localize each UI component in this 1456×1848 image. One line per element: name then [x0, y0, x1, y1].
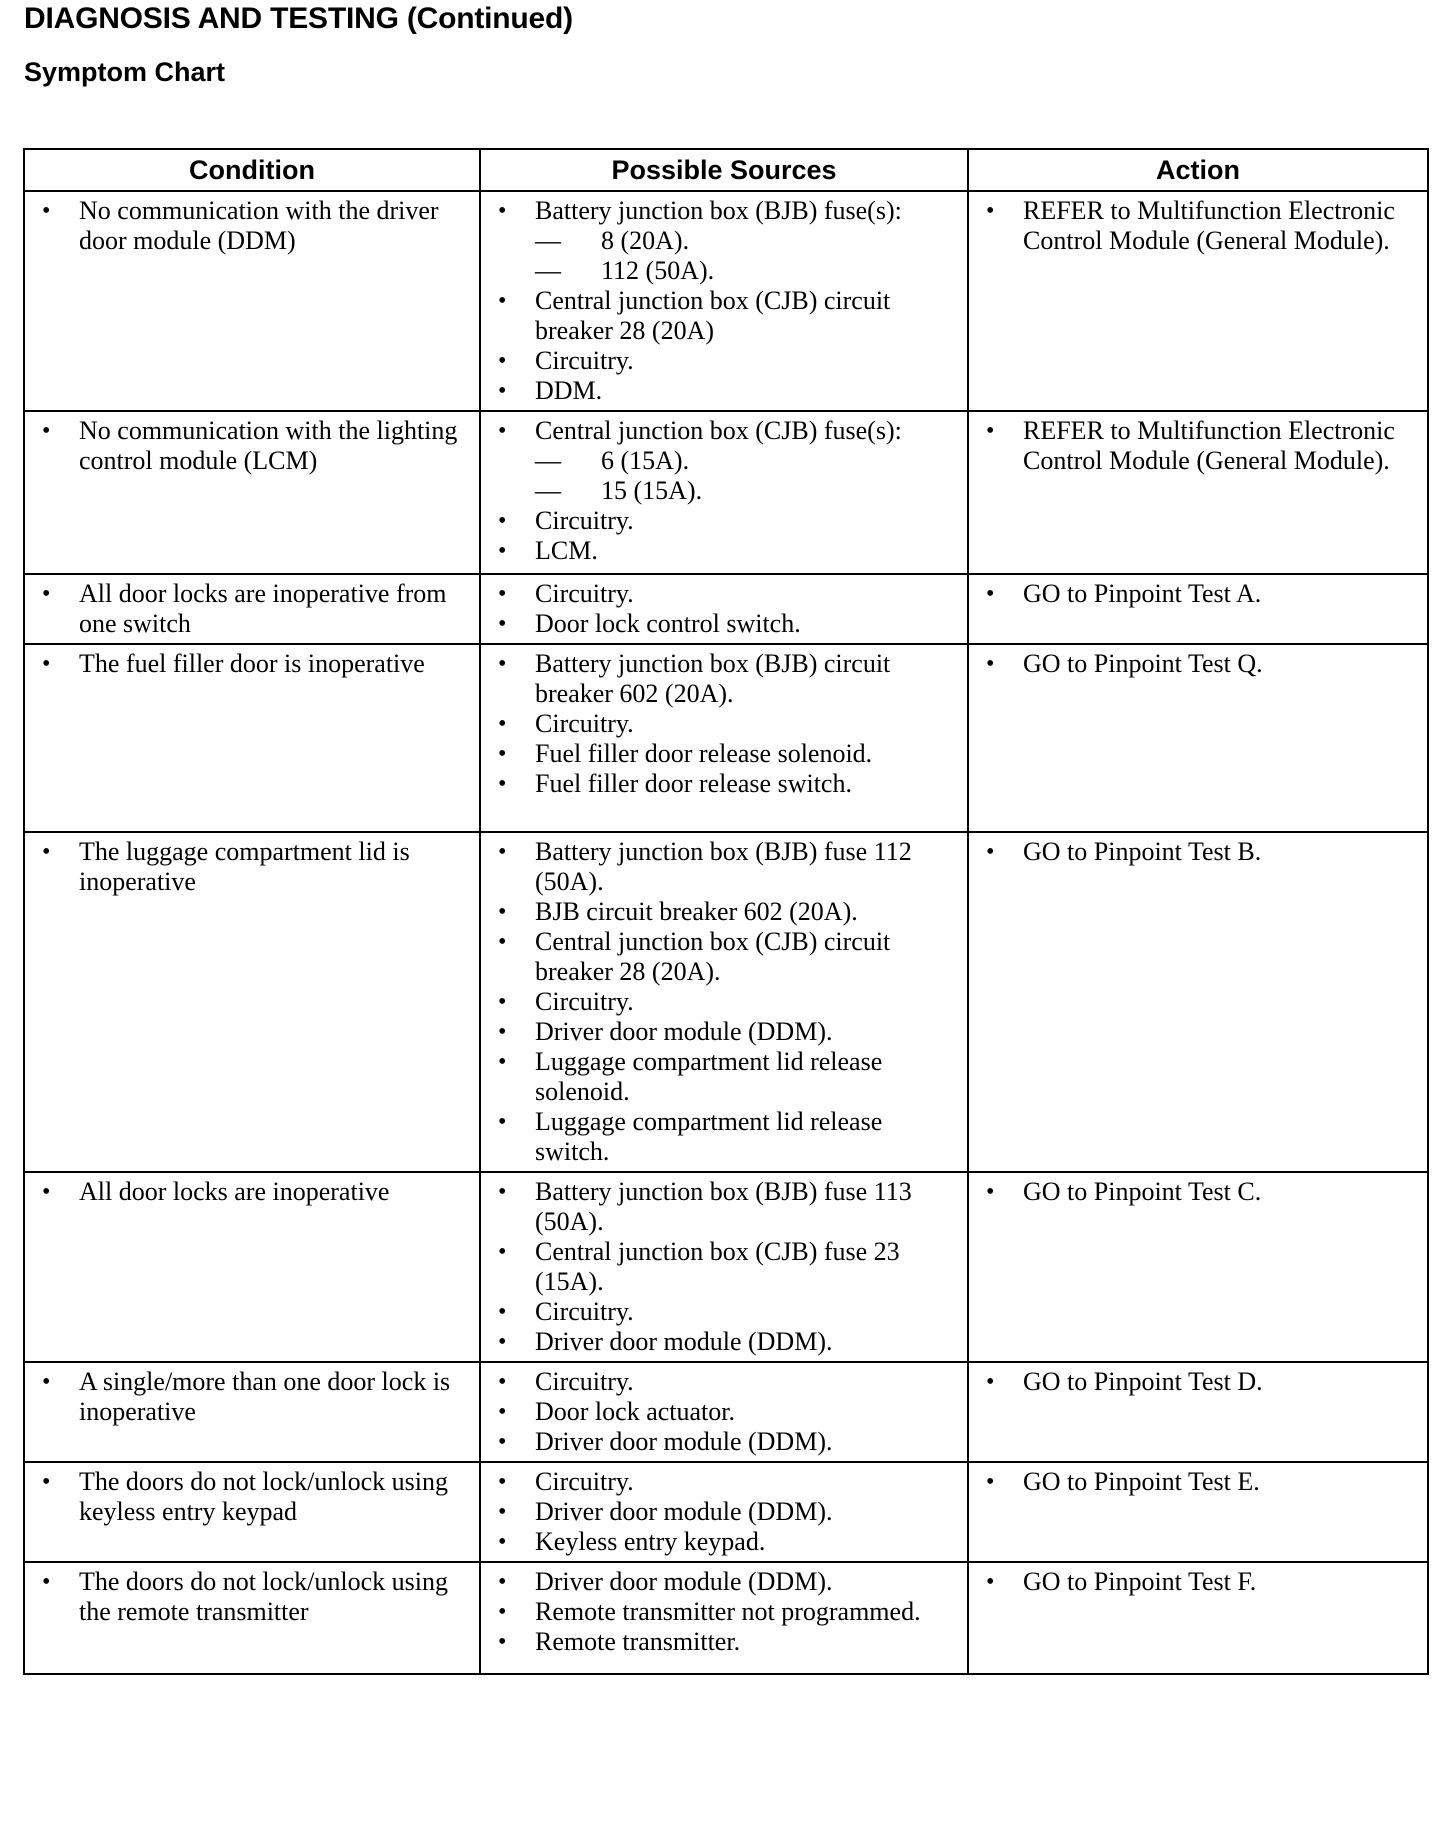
source-text: Remote transmitter not programmed. [535, 1597, 921, 1626]
source-text: Circuitry. [535, 346, 634, 375]
source-text: Fuel filler door release switch. [535, 769, 852, 798]
source-item [489, 1627, 961, 1657]
source-item [489, 1397, 961, 1427]
source-text: Luggage compartment lid release switch. [535, 1107, 883, 1166]
action-list [977, 649, 1421, 679]
condition-text: • The luggage compartment lid is inoperative [33, 837, 473, 897]
source-text: Door lock actuator. [535, 1397, 735, 1426]
condition-cell [24, 644, 480, 832]
source-text: BJB circuit breaker 602 (20A). [535, 897, 858, 926]
source-item [489, 579, 961, 609]
table-row [24, 832, 1428, 1172]
source-text: Driver door module (DDM). [535, 1567, 833, 1596]
table-row [24, 191, 1428, 411]
table-row [24, 644, 1428, 832]
possible-sources-cell [480, 574, 968, 644]
condition-cell [24, 191, 480, 411]
source-text: Circuitry. [535, 506, 634, 535]
source-text: Driver door module (DDM). [535, 1497, 833, 1526]
source-sub-item: — 6 (15A). [535, 446, 961, 476]
source-sub-item: — 15 (15A). [535, 476, 961, 506]
source-text: Central junction box (CJB) fuse 23 (15A). [535, 1237, 900, 1296]
possible-sources-column-header: Possible Sources [480, 149, 968, 191]
possible-sources-cell [480, 1362, 968, 1462]
action-list [977, 416, 1421, 476]
condition-list [33, 416, 473, 476]
possible-sources-cell [480, 1462, 968, 1562]
action-cell [968, 644, 1428, 832]
table-row [24, 1362, 1428, 1462]
possible-sources-list [489, 1177, 961, 1357]
page-heading: DIAGNOSIS AND TESTING (Continued) [24, 2, 573, 35]
source-item [489, 346, 961, 376]
action-cell [968, 1362, 1428, 1462]
action-list [977, 1367, 1421, 1397]
possible-sources-list [489, 1467, 961, 1557]
action-text: • GO to Pinpoint Test Q. [977, 649, 1421, 679]
condition-list [33, 1467, 473, 1527]
source-text: DDM. [535, 376, 603, 405]
source-item [489, 286, 961, 346]
condition-text: • The doors do not lock/unlock using keyless entry keypad [33, 1467, 473, 1527]
source-item [489, 1567, 961, 1597]
condition-list [33, 837, 473, 897]
source-text: Central junction box (CJB) circuit breaker 28 (20A) [535, 286, 891, 345]
action-list [977, 579, 1421, 609]
condition-list [33, 196, 473, 256]
source-item [489, 1327, 961, 1357]
possible-sources-cell [480, 1172, 968, 1362]
action-cell [968, 1462, 1428, 1562]
source-text: Luggage compartment lid release solenoid. [535, 1047, 883, 1106]
action-cell [968, 411, 1428, 574]
source-item [489, 416, 961, 506]
source-text: Circuitry. [535, 1367, 634, 1396]
condition-cell [24, 1462, 480, 1562]
possible-sources-cell [480, 411, 968, 574]
action-cell [968, 191, 1428, 411]
action-column-header: Action [968, 149, 1428, 191]
section-title: Symptom Chart [24, 57, 226, 87]
source-item [489, 1527, 961, 1557]
action-list [977, 1177, 1421, 1207]
source-item [489, 1177, 961, 1237]
source-sub-list [535, 226, 961, 286]
action-list [977, 1567, 1421, 1597]
condition-list [33, 1567, 473, 1627]
condition-cell [24, 1562, 480, 1674]
source-text: Battery junction box (BJB) fuse(s): [535, 196, 902, 225]
source-text: Circuitry. [535, 987, 634, 1016]
possible-sources-list [489, 837, 961, 1167]
condition-list [33, 1177, 473, 1207]
possible-sources-cell [480, 1562, 968, 1674]
possible-sources-list [489, 196, 961, 406]
condition-cell [24, 1362, 480, 1462]
possible-sources-cell [480, 832, 968, 1172]
table-row [24, 411, 1428, 574]
source-sub-item: — 8 (20A). [535, 226, 961, 256]
condition-text: • The doors do not lock/unlock using the remote transmitter [33, 1567, 473, 1627]
header-row [24, 149, 1428, 191]
possible-sources-cell [480, 644, 968, 832]
action-text: • GO to Pinpoint Test E. [977, 1467, 1421, 1497]
action-cell [968, 574, 1428, 644]
source-item [489, 1367, 961, 1397]
condition-list [33, 649, 473, 679]
source-text: Circuitry. [535, 1467, 634, 1496]
source-item [489, 1497, 961, 1527]
source-text: Battery junction box (BJB) fuse 112 (50A). [535, 837, 912, 896]
condition-cell [24, 1172, 480, 1362]
action-cell [968, 1562, 1428, 1674]
source-item [489, 709, 961, 739]
condition-list [33, 579, 473, 639]
source-item [489, 1597, 961, 1627]
source-text: Circuitry. [535, 579, 634, 608]
source-item [489, 196, 961, 286]
source-text: Circuitry. [535, 1297, 634, 1326]
action-text: • GO to Pinpoint Test A. [977, 579, 1421, 609]
source-text: Central junction box (CJB) circuit breaker 28 (20A). [535, 927, 891, 986]
source-item [489, 1047, 961, 1107]
condition-text: • No communication with the driver door module (DDM) [33, 196, 473, 256]
possible-sources-list [489, 1567, 961, 1657]
source-item [489, 376, 961, 406]
source-item [489, 536, 961, 566]
source-text: Keyless entry keypad. [535, 1527, 766, 1556]
source-text: Door lock control switch. [535, 609, 801, 638]
action-list [977, 1467, 1421, 1497]
source-text: Battery junction box (BJB) fuse 113 (50A). [535, 1177, 912, 1236]
action-list [977, 837, 1421, 867]
condition-cell [24, 832, 480, 1172]
source-item [489, 649, 961, 709]
possible-sources-list [489, 649, 961, 799]
action-text: • GO to Pinpoint Test C. [977, 1177, 1421, 1207]
table-row [24, 1172, 1428, 1362]
source-item [489, 506, 961, 536]
action-text: • REFER to Multifunction Electronic Control Module (General Module). [977, 196, 1421, 256]
source-text: Battery junction box (BJB) circuit breaker 602 (20A). [535, 649, 891, 708]
source-item [489, 1427, 961, 1457]
action-cell [968, 1172, 1428, 1362]
source-item [489, 1297, 961, 1327]
condition-list [33, 1367, 473, 1427]
source-text: LCM. [535, 536, 598, 565]
source-text: Fuel filler door release solenoid. [535, 739, 873, 768]
table-row [24, 1462, 1428, 1562]
condition-text: • All door locks are inoperative [33, 1177, 473, 1207]
source-item [489, 927, 961, 987]
table-header [24, 149, 1428, 191]
source-text: Driver door module (DDM). [535, 1327, 833, 1356]
action-cell [968, 832, 1428, 1172]
source-item [489, 837, 961, 897]
condition-cell [24, 574, 480, 644]
possible-sources-cell [480, 191, 968, 411]
table-body [24, 191, 1428, 1674]
condition-text: • A single/more than one door lock is inoperative [33, 1367, 473, 1427]
condition-text: • No communication with the lighting control module (LCM) [33, 416, 473, 476]
possible-sources-list [489, 1367, 961, 1457]
condition-text: • The fuel filler door is inoperative [33, 649, 473, 679]
source-text: Central junction box (CJB) fuse(s): [535, 416, 902, 445]
symptom-chart-table [23, 148, 1429, 1675]
source-item [489, 897, 961, 927]
condition-column-header: Condition [24, 149, 480, 191]
table-row [24, 1562, 1428, 1674]
source-item [489, 1107, 961, 1167]
action-list [977, 196, 1421, 256]
source-item [489, 1017, 961, 1047]
source-item [489, 1467, 961, 1497]
source-sub-item: — 112 (50A). [535, 256, 961, 286]
action-text: • GO to Pinpoint Test F. [977, 1567, 1421, 1597]
condition-cell [24, 411, 480, 574]
action-text: • REFER to Multifunction Electronic Control Module (General Module). [977, 416, 1421, 476]
table-row [24, 574, 1428, 644]
source-sub-list [535, 446, 961, 506]
condition-text: • All door locks are inoperative from one switch [33, 579, 473, 639]
source-item [489, 769, 961, 799]
source-item [489, 739, 961, 769]
action-text: • GO to Pinpoint Test B. [977, 837, 1421, 867]
possible-sources-list [489, 579, 961, 639]
source-item [489, 987, 961, 1017]
possible-sources-list [489, 416, 961, 566]
source-text: Driver door module (DDM). [535, 1427, 833, 1456]
source-item [489, 1237, 961, 1297]
action-text: • GO to Pinpoint Test D. [977, 1367, 1421, 1397]
source-text: Circuitry. [535, 709, 634, 738]
source-item [489, 609, 961, 639]
source-text: Driver door module (DDM). [535, 1017, 833, 1046]
source-text: Remote transmitter. [535, 1627, 741, 1656]
